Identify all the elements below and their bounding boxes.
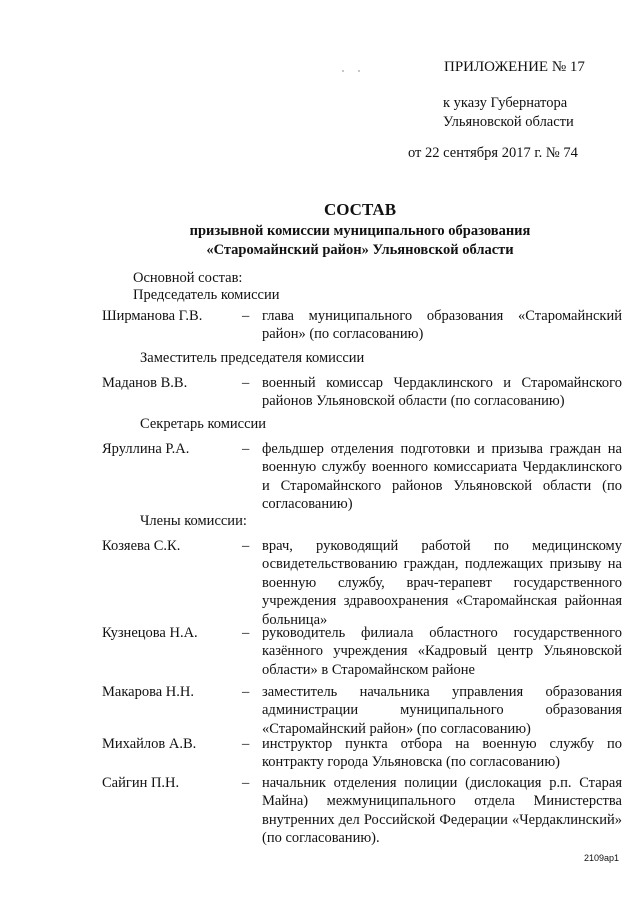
member-dash: – bbox=[242, 441, 250, 457]
title-line-1: призывной комиссии муниципального образования bbox=[189, 223, 531, 239]
scan-speck bbox=[358, 70, 360, 72]
member-name: Сайгин П.Н. bbox=[102, 775, 180, 791]
member-role: военный комиссар Чердаклинского и Старомайнского районов Ульяновской области (по согласованию) bbox=[262, 375, 622, 410]
member-row bbox=[102, 683, 622, 738]
title-line-2: «Старомайнский район» Ульяновской области bbox=[206, 242, 514, 258]
decree-reference bbox=[443, 94, 574, 132]
member-dash: – bbox=[242, 775, 250, 791]
member-name: Кузнецова Н.А. bbox=[102, 625, 198, 641]
member-role: руководитель филиала областного государственного казённого учреждения «Кадровый центр Ульяновской области» в Старомайнском районе bbox=[262, 625, 622, 678]
member-dash: – bbox=[242, 375, 250, 391]
member-row bbox=[102, 774, 622, 848]
title-main: СОСТАВ bbox=[323, 200, 397, 219]
member-dash: – bbox=[242, 308, 250, 324]
member-role: начальник отделения полиции (дислокация р.п. Старая Майна) межмуниципального отдела Министерства внутренних дел Российской Федерации «Чердаклинский» (по согласованию). bbox=[262, 775, 622, 847]
chairman-heading: Председатель комиссии bbox=[133, 287, 280, 303]
member-row bbox=[102, 735, 622, 772]
member-row bbox=[102, 307, 622, 344]
document-code: 2109ap1 bbox=[584, 853, 620, 863]
member-role: заместитель начальника управления образования администрации муниципального образования «Старомайнский район» (по согласованию) bbox=[262, 684, 622, 737]
member-role: фельдшер отделения подготовки и призыва граждан на военную службу военного комиссариата Чердаклинского и Старомайнского районов Ульяновской области (по согласованию) bbox=[262, 441, 622, 513]
scan-speck bbox=[342, 70, 344, 72]
main-composition-label: Основной состав: bbox=[133, 270, 243, 286]
decree-line-2: Ульяновской области bbox=[443, 114, 574, 130]
members-heading: Члены комиссии: bbox=[140, 513, 247, 529]
member-name: Яруллина Р.А. bbox=[102, 441, 190, 457]
member-role: глава муниципального образования «Старомайнский район» (по согласованию) bbox=[262, 308, 622, 343]
member-name: Козяева С.К. bbox=[102, 538, 181, 554]
decree-date: от 22 сентября 2017 г. № 74 bbox=[408, 145, 578, 161]
member-row bbox=[102, 624, 622, 679]
document-title bbox=[100, 200, 620, 260]
decree-line-1: к указу Губернатора bbox=[443, 95, 568, 111]
member-row bbox=[102, 374, 622, 411]
member-row bbox=[102, 440, 622, 514]
member-row bbox=[102, 537, 622, 629]
member-dash: – bbox=[242, 736, 250, 752]
member-name: Макарова Н.Н. bbox=[102, 684, 194, 700]
member-role: врач, руководящий работой по медицинскому освидетельствованию граждан, подлежащих призыву на военную службу, врач-терапевт государственного учреждения здравоохранения «Старомайнская районная больница» bbox=[262, 538, 622, 628]
member-dash: – bbox=[242, 684, 250, 700]
member-name: Маданов В.В. bbox=[102, 375, 188, 391]
member-name: Михайлов А.В. bbox=[102, 736, 197, 752]
secretary-heading: Секретарь комиссии bbox=[140, 416, 267, 432]
member-role: инструктор пункта отбора на военную службу по контракту города Ульяновска (по согласованию) bbox=[262, 736, 622, 771]
member-dash: – bbox=[242, 538, 250, 554]
member-dash: – bbox=[242, 625, 250, 641]
appendix-number: ПРИЛОЖЕНИЕ № 17 bbox=[444, 59, 585, 75]
deputy-heading: Заместитель председателя комиссии bbox=[140, 350, 365, 366]
member-name: Ширманова Г.В. bbox=[102, 308, 203, 324]
